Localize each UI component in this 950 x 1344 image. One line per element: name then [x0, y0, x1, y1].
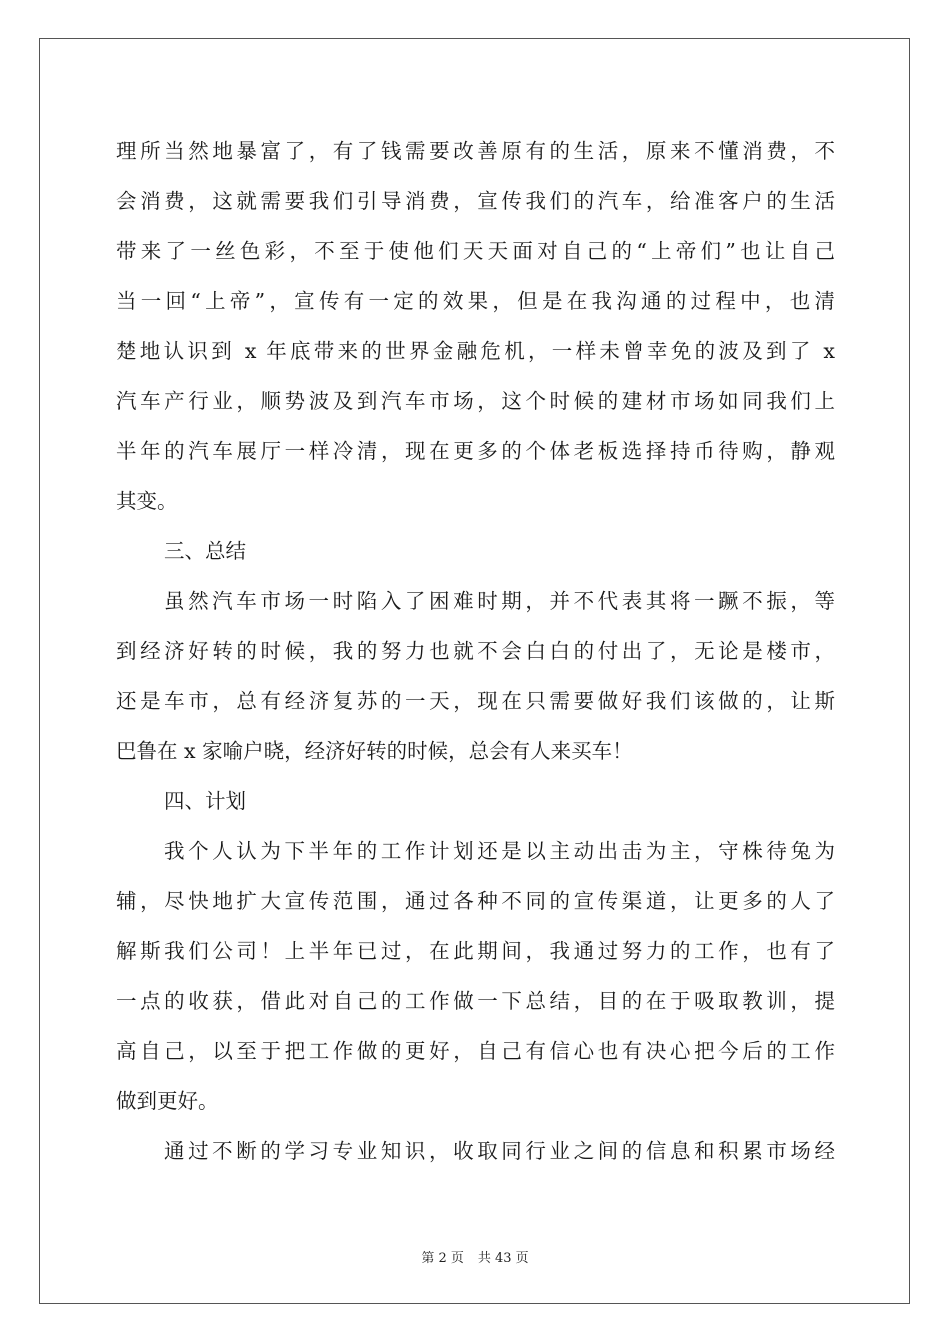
page-total: 共 43 页	[477, 1251, 529, 1266]
text-line: 高自己，以至于把工作做的更好，自己有信心也有决心把今后的工作	[116, 1039, 835, 1063]
paragraph	[116, 576, 835, 776]
text-line: 一点的收获，借此对自己的工作做一下总结，目的在于吸取教训，提	[116, 989, 835, 1013]
text-line: 到经济好转的时候，我的努力也就不会白白的付出了，无论是楼市，	[116, 639, 835, 663]
text-line: 辅，尽快地扩大宣传范围，通过各种不同的宣传渠道，让更多的人了	[116, 889, 835, 913]
text-line: 虽然汽车市场一时陷入了困难时期，并不代表其将一蹶不振，等	[164, 589, 835, 613]
section-heading-summary: 三、总结	[164, 539, 246, 563]
page-number: 第 2 页	[421, 1251, 464, 1266]
text-line: 通过不断的学习专业知识，收取同行业之间的信息和积累市场经	[164, 1139, 835, 1163]
paragraph	[116, 826, 835, 1126]
section-heading-plan: 四、计划	[164, 789, 246, 813]
text-line: 带来了一丝色彩，不至于使他们天天面对自己的“上帝们”也让自己	[116, 239, 835, 263]
text-line: 理所当然地暴富了，有了钱需要改善原有的生活，原来不懂消费，不	[116, 139, 835, 163]
text-line: 解斯我们公司！上半年已过，在此期间，我通过努力的工作，也有了	[116, 939, 835, 963]
text-line: 会消费，这就需要我们引导消费，宣传我们的汽车，给准客户的生活	[116, 189, 835, 213]
text-line: 当一回“上帝”，宣传有一定的效果，但是在我沟通的过程中，也清	[116, 289, 835, 313]
document-body	[116, 126, 835, 1176]
paragraph	[116, 1126, 835, 1176]
text-line: 汽车产行业，顺势波及到汽车市场，这个时候的建材市场如同我们上	[116, 389, 835, 413]
paragraph	[116, 126, 835, 526]
text-line: 楚地认识到 x 年底带来的世界金融危机，一样未曾幸免的波及到了 x	[116, 339, 835, 363]
text-line: 巴鲁在 x 家喻户晓，经济好转的时候，总会有人来买车！	[116, 739, 633, 763]
text-line: 我个人认为下半年的工作计划还是以主动出击为主，守株待兔为	[164, 839, 835, 863]
text-line: 还是车市，总有经济复苏的一天，现在只需要做好我们该做的，让斯	[116, 689, 835, 713]
page-footer	[0, 1247, 950, 1266]
text-line: 做到更好。	[116, 1089, 219, 1113]
text-line: 半年的汽车展厅一样冷清，现在更多的个体老板选择持币待购，静观	[116, 439, 835, 463]
text-line: 其变。	[116, 489, 178, 513]
